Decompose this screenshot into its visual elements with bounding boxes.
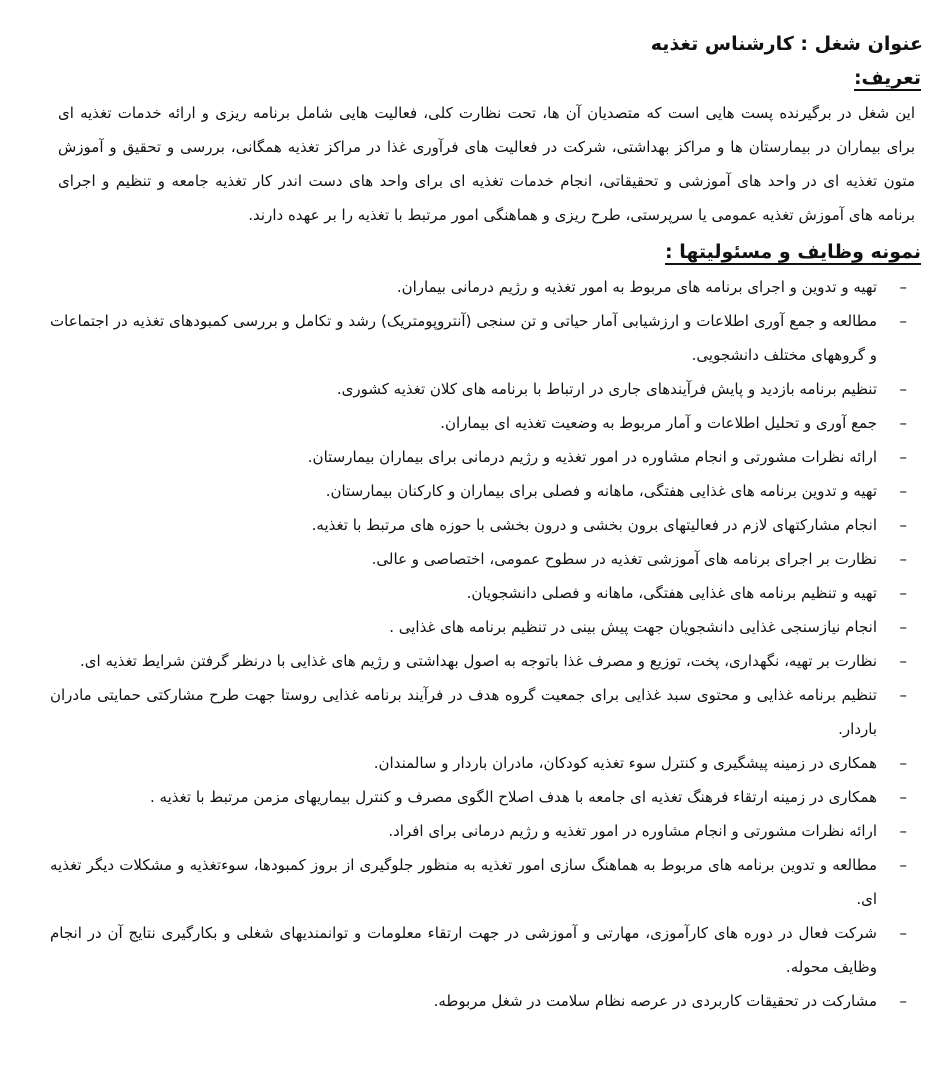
dash-bullet-icon: – bbox=[899, 414, 907, 432]
dash-bullet-icon: – bbox=[899, 550, 907, 568]
duties-list bbox=[50, 270, 923, 1018]
dash-bullet-icon: – bbox=[899, 516, 907, 534]
definition-heading bbox=[50, 64, 921, 92]
duty-item bbox=[50, 372, 915, 406]
duty-text: تهیه و تدوین و اجرای برنامه های مربوط به امور تغذیه و رژیم درمانی بیماران. bbox=[396, 278, 877, 296]
duty-item bbox=[50, 304, 915, 372]
duty-item bbox=[50, 916, 915, 984]
duty-item bbox=[50, 440, 915, 474]
dash-bullet-icon: – bbox=[899, 652, 907, 670]
definition-paragraph: این شغل در برگیرنده پست هایی است که متصدیان آن ها، تحت نظارت کلی، فعالیت هایی شامل برنامه ریزی و ارائه خدمات تغذیه ای برای بیماران در بیمارستان ها و مراکز بهداشتی، شرکت در فعالیت های فرآوری غذا در مراکز تغذیه همگانی، بررسی و تحقیق و آموزش متون تغذیه ای در واحد های آموزشی و تحقیقاتی، انجام خدمات تغذیه ای برای واحد های دست اندر کار تغذیه جامعه و تنظیم و اجرای برنامه های آموزش تغذیه عمومی یا سرپرستی، طرح ریزی و هماهنگی امور مرتبط با تغذیه را بر عهده دارند. bbox=[58, 104, 915, 224]
duty-item bbox=[50, 508, 915, 542]
dash-bullet-icon: – bbox=[899, 278, 907, 296]
duty-text: ارائه نظرات مشورتی و انجام مشاوره در امور تغذیه و رژیم درمانی برای افراد. bbox=[388, 822, 877, 840]
duty-item bbox=[50, 678, 915, 746]
duty-text: جمع آوری و تحلیل اطلاعات و آمار مربوط به وضعیت تغذیه ای بیماران. bbox=[440, 414, 877, 432]
duty-text: همکاری در زمینه ارتقاء فرهنگ تغذیه ای جامعه با هدف اصلاح الگوی مصرف و کنترل بیماریهای مزمن مرتبط با تغذیه . bbox=[150, 788, 877, 806]
duty-item bbox=[50, 576, 915, 610]
dash-bullet-icon: – bbox=[899, 686, 907, 704]
dash-bullet-icon: – bbox=[899, 856, 907, 874]
duty-text: نظارت بر تهیه، نگهداری، پخت، توزیع و مصرف غذا باتوجه به اصول بهداشتی و رژیم های غذایی با درنظر گرفتن شرایط تغذیه ای. bbox=[80, 652, 877, 670]
dash-bullet-icon: – bbox=[899, 448, 907, 466]
duty-item bbox=[50, 746, 915, 780]
dash-bullet-icon: – bbox=[899, 992, 907, 1010]
dash-bullet-icon: – bbox=[899, 584, 907, 602]
duty-item bbox=[50, 780, 915, 814]
duty-text: نظارت بر اجرای برنامه های آموزشی تغذیه در سطوح عمومی، اختصاصی و عالی. bbox=[371, 550, 877, 568]
duty-item bbox=[50, 644, 915, 678]
dash-bullet-icon: – bbox=[899, 754, 907, 772]
duty-text: انجام نیازسنجی غذایی دانشجویان جهت پیش بینی در تنظیم برنامه های غذایی . bbox=[389, 618, 877, 636]
dash-bullet-icon: – bbox=[899, 924, 907, 942]
duty-text: همکاری در زمینه پیشگیری و کنترل سوء تغذیه کودکان، مادران باردار و سالمندان. bbox=[373, 754, 877, 772]
dash-bullet-icon: – bbox=[899, 482, 907, 500]
duty-text: تنظیم برنامه بازدید و پایش فرآیندهای جاری در ارتباط با برنامه های کلان تغذیه کشوری. bbox=[336, 380, 877, 398]
duty-item bbox=[50, 270, 915, 304]
duty-text: انجام مشارکتهای لازم در فعالیتهای برون بخشی و درون بخشی با حوزه های مرتبط با تغذیه. bbox=[311, 516, 877, 534]
dash-bullet-icon: – bbox=[899, 380, 907, 398]
duty-text: تهیه و تنظیم برنامه های غذایی هفتگی، ماهانه و فصلی دانشجویان. bbox=[466, 584, 877, 602]
duty-item bbox=[50, 814, 915, 848]
definition-heading-text: تعریف: bbox=[853, 67, 921, 89]
duty-item bbox=[50, 984, 915, 1018]
duty-text: مطالعه و جمع آوری اطلاعات و ارزشیابی آمار حیاتی و تن سنجی (آنتروپومتریک) رشد و تکامل و بررسی کمبودهای تغذیه در اجتماعات و گروههای مختلف دانشجویی. bbox=[50, 312, 877, 364]
dash-bullet-icon: – bbox=[899, 788, 907, 806]
duty-text: تهیه و تدوین برنامه های غذایی هفتگی، ماهانه و فصلی برای بیماران و کارکنان بیمارستان. bbox=[325, 482, 877, 500]
duty-item bbox=[50, 406, 915, 440]
duty-item bbox=[50, 474, 915, 508]
dash-bullet-icon: – bbox=[899, 822, 907, 840]
duties-heading bbox=[50, 238, 921, 266]
duty-text: مطالعه و تدوین برنامه های مربوط به هماهنگ سازی امور تغذیه به منظور جلوگیری از بروز کمبودها، سوءتغذیه و مشکلات دیگر تغذیه ای. bbox=[50, 856, 877, 908]
job-title: عنوان شغل : کارشناس تغذیه bbox=[650, 33, 923, 55]
duty-text: شرکت فعال در دوره های کارآموزی، مهارتی و آموزشی در جهت ارتقاء معلومات و توانمندیهای شغلی و بکارگیری نتایج آن در انجام وظایف محوله. bbox=[50, 924, 877, 976]
duty-item bbox=[50, 610, 915, 644]
duties-heading-text: نمونه وظایف و مسئولیتها : bbox=[665, 241, 921, 263]
duty-text: ارائه نظرات مشورتی و انجام مشاوره در امور تغذیه و رژیم درمانی برای بیماران بیمارستان. bbox=[307, 448, 877, 466]
dash-bullet-icon: – bbox=[899, 312, 907, 330]
duty-text: تنظیم برنامه غذایی و محتوی سبد غذایی برای جمعیت گروه هدف در فرآیند برنامه غذایی روستا جهت طرح مشارکتی حمایتی مادران باردار. bbox=[50, 686, 877, 738]
duty-text: مشارکت در تحقیقات کاربردی در عرصه نظام سلامت در شغل مربوطه. bbox=[433, 992, 877, 1010]
dash-bullet-icon: – bbox=[899, 618, 907, 636]
duty-item bbox=[50, 542, 915, 576]
duty-item bbox=[50, 848, 915, 916]
